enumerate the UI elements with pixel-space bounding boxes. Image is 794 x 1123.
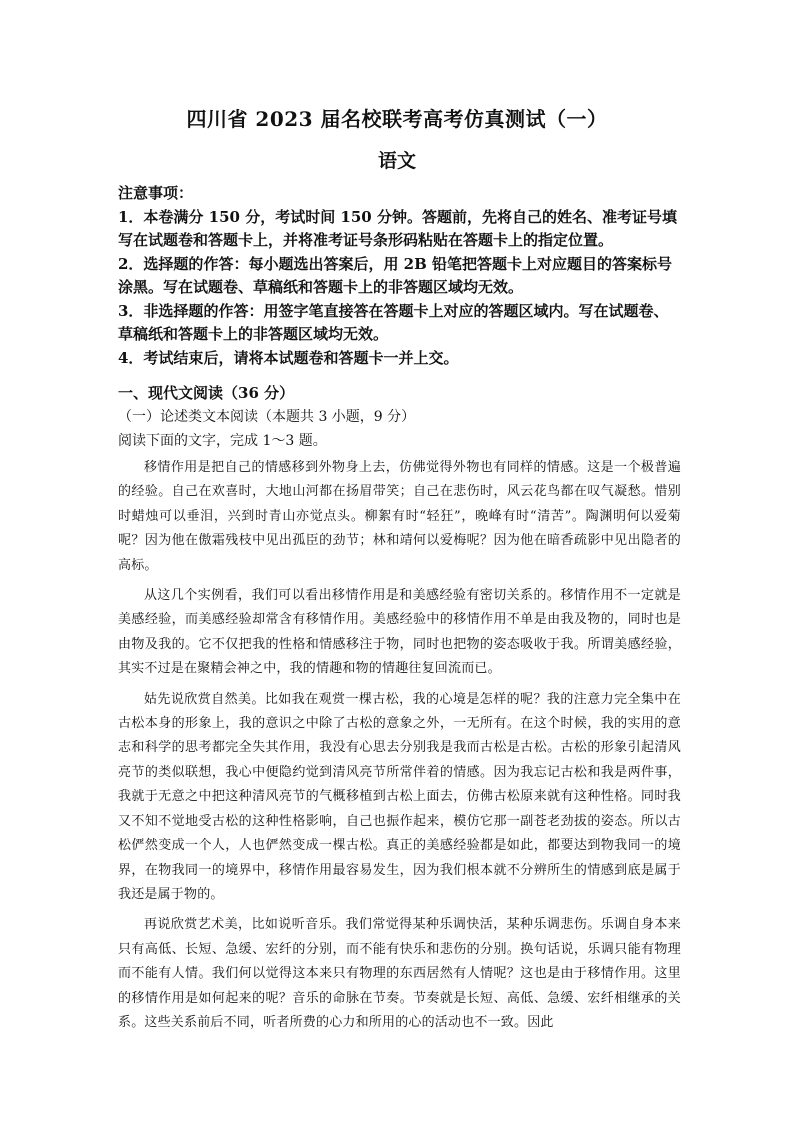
passage-paragraph: 姑先说欣赏自然美。比如我在观赏一棵古松，我的心境是怎样的呢？我的注意力完全集中在古松本身的形象上，我的意识之中除了古松的意象之外，一无所有。在这个时候，我的实用的意志和科学的思考都完全失其作用，我没有心思去分别我是我而古松是古松。古松的形象引起清风亮节的类似联想，我心中便隐约觉到清风亮节所常伴着的情感。因为我忘记古松和我是两件事，我就于无意之中把这种清风亮节的气概移植到古松上面去，仿佛古松原来就有这种性格。同时我又不知不觉地受古松的这种性格影响，自己也振作起来，模仿它那一副苍老劲拔的姿态。所以古松俨然变成一个人，人也俨然变成一棵古松。真正的美感经验都是如此，都要达到物我同一的境界，在物我同一的境界中，移情作用最容易发生，因为我们根本就不分辨所生的情感到底是属于我还是属于物的。 xyxy=(118,691,681,902)
passage-paragraph: 从这几个实例看，我们可以看出移情作用是和美感经验有密切关系的。移情作用不一定就是美感经验，而美感经验却常含有移情作用。美感经验中的移情作用不单是由我及物的，同时也是由物及我的。它不仅把我的性格和情感移注于物，同时也把物的姿态吸收于我。所谓美感经验，其实不过是在聚精会神之中，我的情趣和物的情趣往复回流而已。 xyxy=(118,588,681,677)
note-item: 4．考试结束后，请将本试题卷和答题卡一并上交。 xyxy=(118,348,459,367)
notes-section xyxy=(118,182,683,370)
passage-paragraph: 移情作用是把自己的情感移到外物身上去，仿佛觉得外物也有同样的情感。这是一个极普遍的经验。自己在欢喜时，大地山河都在扬眉带笑；自己在悲伤时，风云花鸟都在叹气凝愁。惜别时蜡烛可以垂泪，兴到时青山亦觉点头。柳絮有时“轻狂”，晚峰有时“清苦”。陶渊明何以爱菊呢？因为他在傲霜残枝中见出孤臣的劲节；林和靖何以爱梅呢？因为他在暗香疏影中见出隐者的高标。 xyxy=(118,460,681,573)
subject-title: 语文 xyxy=(377,150,416,172)
notes-heading: 注意事项： xyxy=(118,184,194,202)
reading-passage xyxy=(118,456,681,1041)
note-item: 1．本卷满分 150 分，考试时间 150 分钟。答题前，先将自己的姓名、准考证号填写在试题卷和答题卡上，并将准考证号条形码粘贴在答题卡上的指定位置。 xyxy=(118,207,677,249)
note-item: 3．非选择题的作答：用签字笔直接答在答题卡上对应的答题区域内。写在试题卷、草稿纸和答题卡上的非答题区域均无效。 xyxy=(118,301,669,343)
section-heading: 一、现代文阅读（36 分） xyxy=(118,384,295,402)
note-item: 2．选择题的作答：每小题选出答案后，用 2B 铅笔把答题卡上对应题目的答案标号涂黑。写在试题卷、草稿纸和答题卡上的非答题区域均无效。 xyxy=(118,254,673,296)
passage-paragraph: 再说欣赏艺术美，比如说听音乐。我们常觉得某种乐调快活，某种乐调悲伤。乐调自身本来只有高低、长短、急缓、宏纤的分别，而不能有快乐和悲伤的分别。换句话说，乐调只能有物理而不能有人情。我们何以觉得这本来只有物理的东西居然有人情呢？这也是由于移情作用。这里的移情作用是如何起来的呢？音乐的命脉在节奏。节奏就是长短、高低、急缓、宏纤相继承的关系。这些关系前后不同，听者所费的心力和所用的心的活动也不一致。因此 xyxy=(118,917,681,1030)
exam-title: 四川省 2023 届名校联考高考仿真测试（一） xyxy=(186,107,608,131)
reading-instruction: 阅读下面的文字，完成 1～3 题。 xyxy=(118,433,327,449)
sub-heading: （一）论述类文本阅读（本题共 3 小题，9 分） xyxy=(118,409,416,425)
